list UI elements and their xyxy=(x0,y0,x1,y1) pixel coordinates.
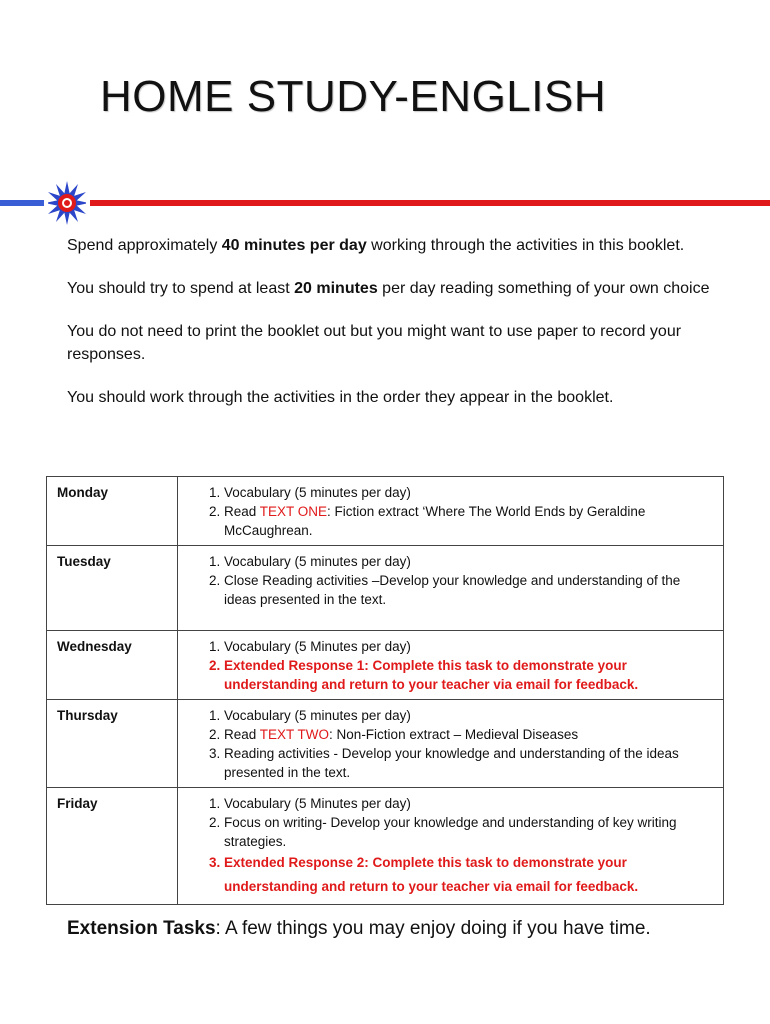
day-tasks xyxy=(178,631,724,700)
day-label: Thursday xyxy=(47,700,178,788)
day-label: Monday xyxy=(47,477,178,546)
header-rule-red xyxy=(90,200,770,206)
day-tasks xyxy=(178,546,724,631)
task-item: 2. Close Reading activities –Develop your knowledge and understanding of the ideas presented in the text. xyxy=(224,571,715,609)
table-row-monday xyxy=(47,477,724,546)
task-item: 2. Read TEXT ONE: Fiction extract ‘Where The World Ends by Geraldine McCaughrean. xyxy=(224,502,715,540)
task-item: 3. Reading activities - Develop your knowledge and understanding of the ideas presented in the text. xyxy=(224,744,715,782)
table-row-wednesday xyxy=(47,631,724,700)
task-item: 2. Extended Response 1: Complete this task to demonstrate your understanding and return to your teacher via email for feedback. xyxy=(224,656,715,694)
task-item: 1. Vocabulary (5 Minutes per day) xyxy=(224,794,715,813)
sun-emblem-icon xyxy=(48,180,86,226)
task-item: 1. Vocabulary (5 minutes per day) xyxy=(224,552,715,571)
extension-tasks-heading: Extension Tasks: A few things you may enjoy doing if you have time. xyxy=(67,918,651,939)
task-item: 1. Vocabulary (5 minutes per day) xyxy=(224,706,715,725)
weekly-schedule-table xyxy=(46,476,724,905)
day-tasks xyxy=(178,477,724,546)
intro-text xyxy=(67,234,717,429)
task-item: 2. Focus on writing- Develop your knowledge and understanding of key writing strategies. xyxy=(224,813,715,851)
day-tasks xyxy=(178,700,724,788)
day-label: Wednesday xyxy=(47,631,178,700)
table-row-tuesday xyxy=(47,546,724,631)
day-label: Friday xyxy=(47,788,178,905)
intro-paragraph-4: You should work through the activities in the order they appear in the booklet. xyxy=(67,389,614,406)
task-item: 1. Vocabulary (5 Minutes per day) xyxy=(224,637,715,656)
header-rule-blue xyxy=(0,200,44,206)
intro-paragraph-2: You should try to spend at least 20 minutes per day reading something of your own choice xyxy=(67,280,710,297)
task-item: 3. Extended Response 2: Complete this task to demonstrate your understanding and return to your teacher via email for feedback. xyxy=(224,851,715,899)
task-item: 2. Read TEXT TWO: Non-Fiction extract – Medieval Diseases xyxy=(224,725,715,744)
day-tasks xyxy=(178,788,724,905)
day-label: Tuesday xyxy=(47,546,178,631)
table-row-friday xyxy=(47,788,724,905)
intro-paragraph-1: Spend approximately 40 minutes per day working through the activities in this booklet. xyxy=(67,237,685,254)
intro-paragraph-3: You do not need to print the booklet out but you might want to use paper to record your responses. xyxy=(67,323,682,363)
page-title: HOME STUDY-ENGLISH xyxy=(100,72,607,121)
task-item: 1. Vocabulary (5 minutes per day) xyxy=(224,483,715,502)
table-row-thursday xyxy=(47,700,724,788)
